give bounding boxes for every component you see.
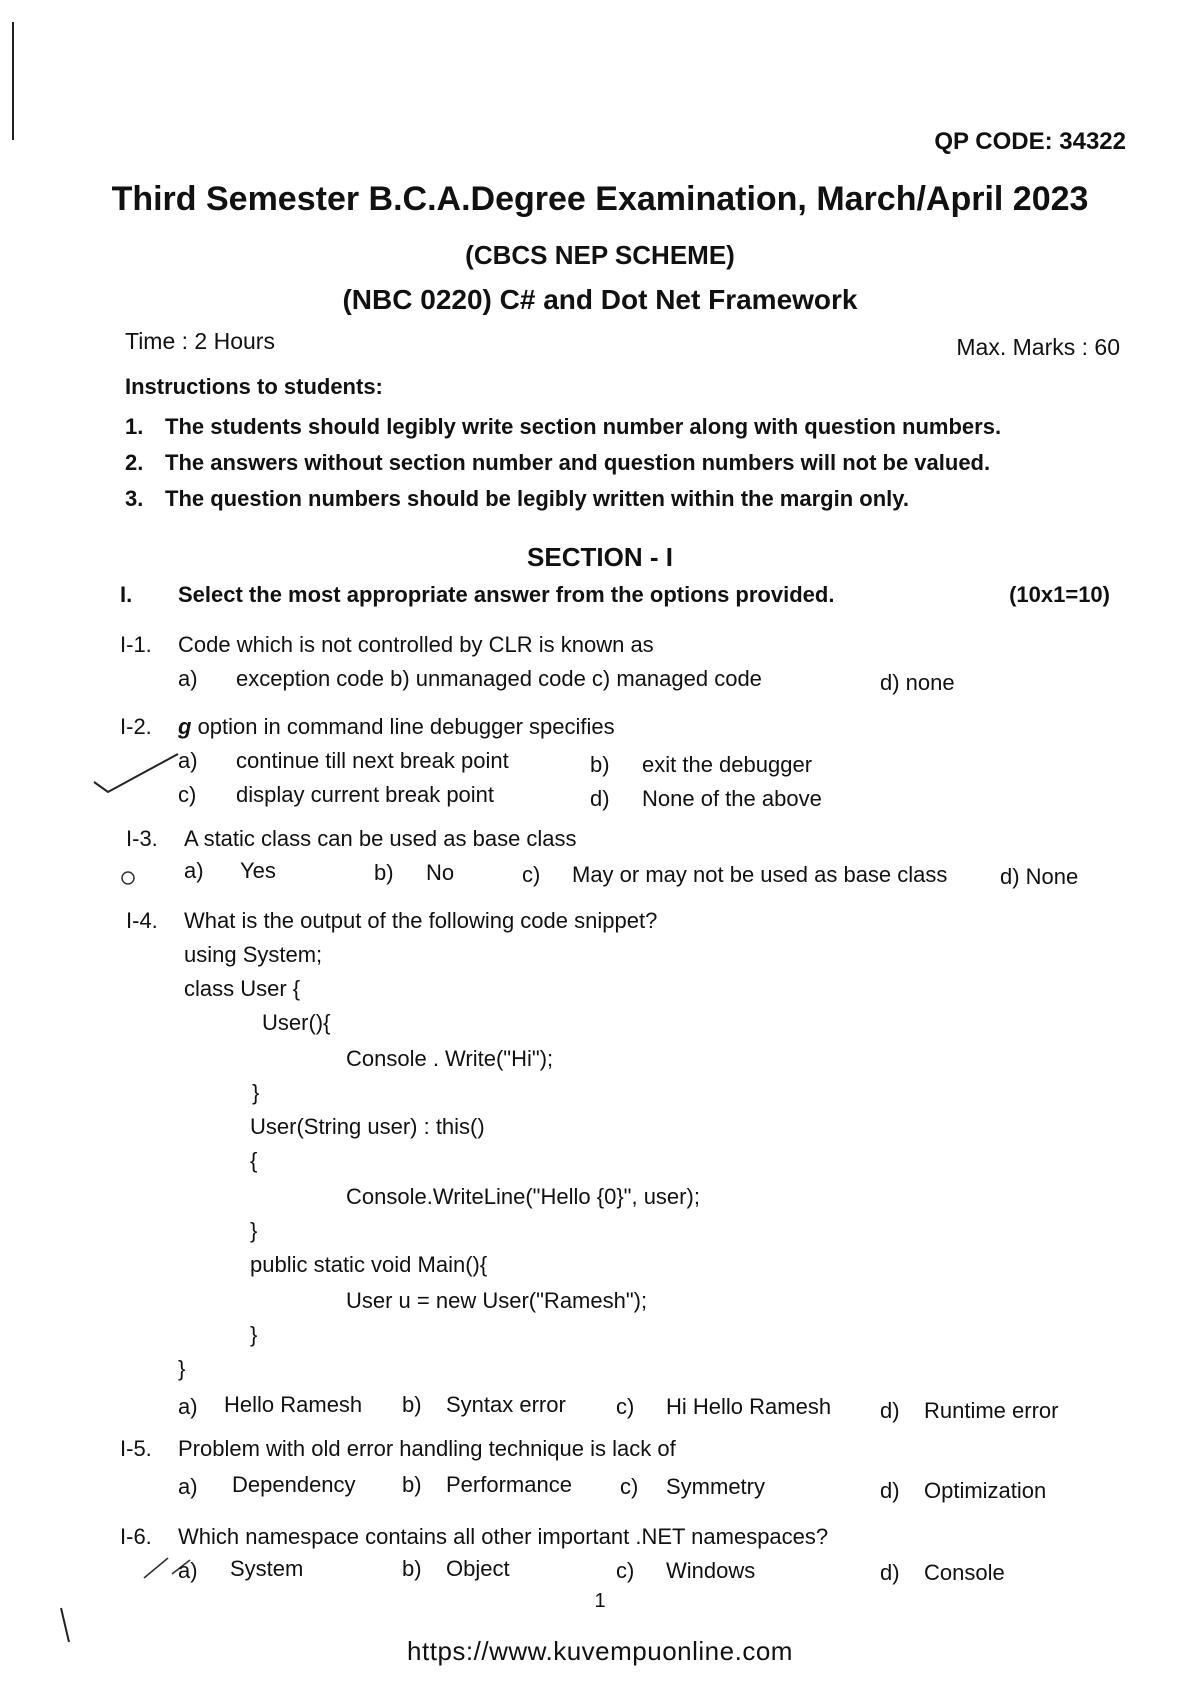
option-text: Symmetry (666, 1474, 765, 1499)
option-text: May or may not be used as base class (572, 862, 948, 887)
option-text: System (230, 1556, 304, 1581)
option-label: c) (616, 1558, 635, 1583)
qp-code: QP CODE: 34322 (934, 128, 1126, 155)
option-text: Dependency (232, 1472, 356, 1497)
instruction-item (125, 450, 990, 476)
section-question (120, 582, 1110, 608)
option-text: Performance (446, 1472, 572, 1497)
instruction-number: 1. (125, 414, 144, 439)
question-number: I-2. (120, 714, 152, 739)
page-number: 1 (594, 1590, 606, 1612)
option-text: Syntax error (446, 1392, 566, 1417)
question-number: I-3. (126, 826, 158, 851)
option-text: d) none (880, 670, 955, 695)
option-label: d) (880, 1478, 900, 1503)
option-label: b) (402, 1392, 422, 1417)
option-label: a) (178, 1474, 198, 1499)
instruction-item (125, 486, 909, 512)
option-text: Object (446, 1556, 510, 1581)
question-6 (120, 1524, 828, 1550)
option-label: c) (620, 1474, 639, 1499)
instruction-item (125, 414, 1001, 440)
option-text: exit the debugger (642, 752, 813, 777)
scheme: (CBCS NEP SCHEME) (465, 240, 735, 270)
pen-circle-mark (118, 868, 138, 888)
question-text: Which namespace contains all other important .NET namespaces? (178, 1524, 829, 1549)
footer-url[interactable]: https://www.kuvempuonline.com (407, 1636, 793, 1666)
option-label: a) (178, 1558, 198, 1583)
section-title: SECTION - I (527, 542, 673, 572)
instruction-number: 3. (125, 486, 144, 511)
option-text: Hello Ramesh (224, 1392, 363, 1417)
option-label: d) (880, 1398, 900, 1423)
option-label: b) (590, 752, 610, 777)
code-line: Console . Write("Hi"); (346, 1046, 554, 1071)
code-line: using System; (184, 942, 323, 967)
code-line: User(String user) : this() (250, 1114, 485, 1139)
code-line: } (178, 1356, 186, 1381)
option-label: a) (178, 748, 198, 773)
code-line: Console.WriteLine("Hello {0}", user); (346, 1184, 700, 1209)
question-text: A static class can be used as base class (184, 826, 577, 851)
question-number: I-1. (120, 632, 152, 657)
question-number: I-6. (120, 1524, 152, 1549)
code-line: class User { (184, 976, 301, 1001)
option-label: b) (402, 1556, 422, 1581)
option-label: a) (178, 666, 198, 691)
option-label: c) (178, 782, 197, 807)
option-text: Optimization (924, 1478, 1047, 1503)
question-text-bold: g (178, 714, 192, 739)
option-text: Hi Hello Ramesh (666, 1394, 832, 1419)
option-label: c) (616, 1394, 635, 1419)
instruction-text: The question numbers should be legibly written within the margin only. (165, 486, 909, 511)
option-label: c) (522, 862, 541, 887)
option-text: exception code b) unmanaged code c) managed code (236, 666, 762, 691)
question-1 (120, 632, 654, 658)
option-label: a) (178, 1394, 198, 1419)
scan-margin-line (12, 22, 14, 140)
option-label: d) (880, 1560, 900, 1585)
option-text: Console (924, 1560, 1005, 1585)
code-line: } (250, 1322, 258, 1347)
question-text: What is the output of the following code snippet? (184, 908, 658, 933)
option-text: d) None (1000, 864, 1079, 889)
exam-title: Third Semester B.C.A.Degree Examination, March/April 2023 (111, 180, 1089, 218)
question-text: Problem with old error handling technique is lack of (178, 1436, 676, 1461)
question-3 (126, 826, 577, 852)
question-text: option in command line debugger specifies (191, 714, 615, 739)
question-2 (120, 714, 615, 740)
option-label: b) (402, 1472, 422, 1497)
question-4 (126, 908, 657, 934)
question-number: I-4. (126, 908, 158, 933)
option-text: display current break point (236, 782, 495, 807)
option-label: d) (590, 786, 610, 811)
instruction-number: 2. (125, 450, 144, 475)
pen-tick-mark (90, 742, 210, 802)
question-text: Code which is not controlled by CLR is known as (178, 632, 654, 657)
code-line: public static void Main(){ (250, 1252, 488, 1277)
section-question-marks: (10x1=10) (1009, 582, 1110, 607)
time-allowed: Time : 2 Hours (125, 328, 275, 354)
instruction-text: The students should legibly write section number along with question numbers. (165, 414, 1002, 439)
option-text: No (426, 860, 455, 885)
option-label: a) (184, 858, 204, 883)
instructions-heading: Instructions to students: (125, 374, 383, 399)
question-5 (120, 1436, 676, 1462)
code-line: } (252, 1080, 260, 1105)
option-text: Yes (240, 858, 276, 883)
option-label: b) (374, 860, 394, 885)
max-marks: Max. Marks : 60 (956, 334, 1120, 360)
code-line: User(){ (262, 1010, 331, 1035)
section-question-text: Select the most appropriate answer from the options provided. (178, 582, 835, 607)
code-line: User u = new User("Ramesh"); (346, 1288, 648, 1313)
question-number: I-5. (120, 1436, 152, 1461)
code-line: { (250, 1148, 258, 1173)
option-text: Windows (666, 1558, 756, 1583)
option-text: Runtime error (924, 1398, 1059, 1423)
instruction-text: The answers without section number and question numbers will not be valued. (165, 450, 991, 475)
option-text: None of the above (642, 786, 822, 811)
code-line: } (250, 1218, 258, 1243)
section-question-number: I. (120, 582, 133, 607)
option-text: continue till next break point (236, 748, 509, 773)
subject: (NBC 0220) C# and Dot Net Framework (342, 284, 858, 315)
